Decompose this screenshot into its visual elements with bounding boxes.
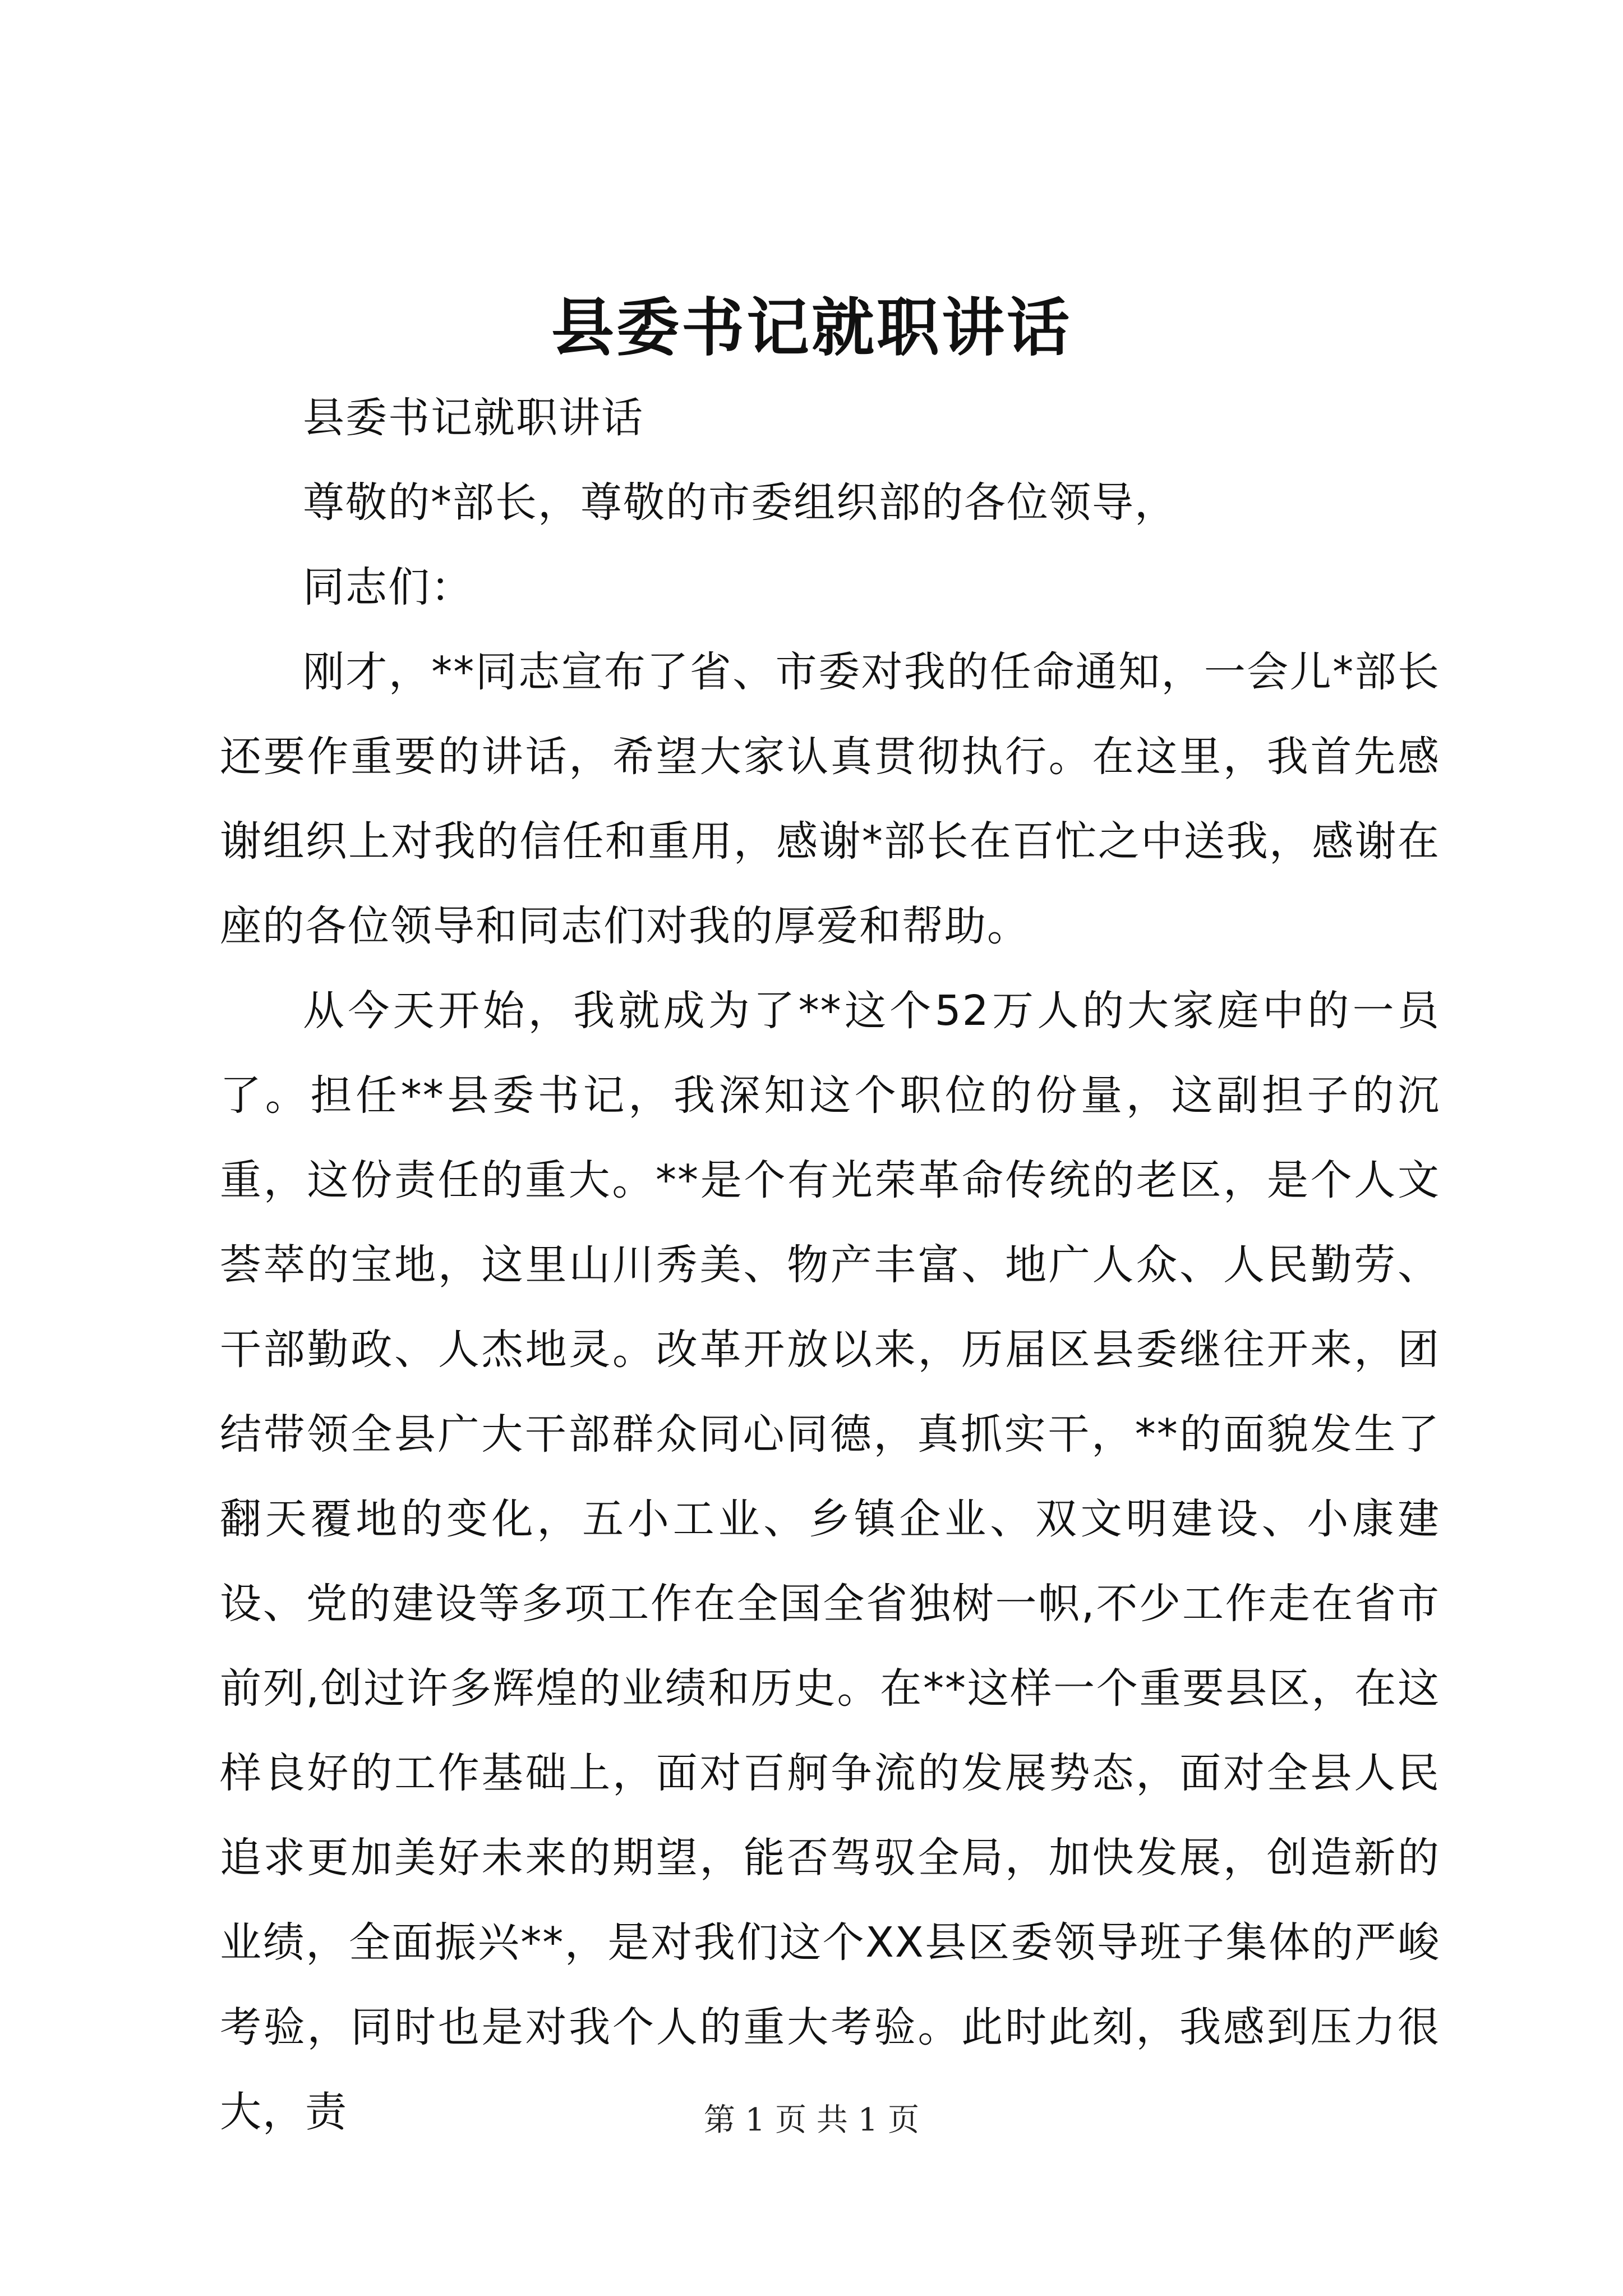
- paragraph-opening-thanks: 刚才，**同志宣布了省、市委对我的任命通知，一会儿*部长还要作重要的讲话，希望大家认真贯彻执行。在这里，我首先感谢组织上对我的信任和重用，感谢*部长在百忙之中送我，感谢在座的各位领导和同志们对我的厚爱和帮助。: [220, 648, 1440, 950]
- paragraph-county-overview: 从今天开始，我就成为了**这个52万人的大家庭中的一员了。担任**县委书记，我深知这个职位的份量，这副担子的沉重，这份责任的重大。**是个有光荣革命传统的老区，是个人文荟萃的宝地，这里山川秀美、物产丰富、地广人众、人民勤劳、干部勤政、人杰地灵。改革开放以来，历届区县委继往开来，团结带领全县广大干部群众同心同德，真抓实干，**的面貌发生了翻天覆地的变化，五小工业、乡镇企业、双文明建设、小康建设、党的建设等多项工作在全国全省独树一帜,不少工作走在省市前列,创过许多辉煌的业绩和历史。在**这样一个重要县区，在这样良好的工作基础上，面对百舸争流的发展势态，面对全县人民追求更加美好未来的期望，能否驾驭全局，加快发展，创造新的业绩，全面振兴**，是对我们这个XX县区委领导班子集体的严峻考验，同时也是对我个人的重大考验。此时此刻，我感到压力很大，责: [220, 987, 1440, 2136]
- document-body: [220, 376, 1440, 2155]
- document-title: 县委书记就职讲话: [551, 291, 1072, 365]
- body-heading-line: 县委书记就职讲话: [303, 394, 644, 442]
- salutation-comrades: 同志们：: [303, 563, 473, 611]
- salutation-line: 尊敬的*部长，尊敬的市委组织部的各位领导，: [303, 478, 1177, 527]
- page-number-footer: 第 1 页 共 1 页: [703, 2102, 920, 2138]
